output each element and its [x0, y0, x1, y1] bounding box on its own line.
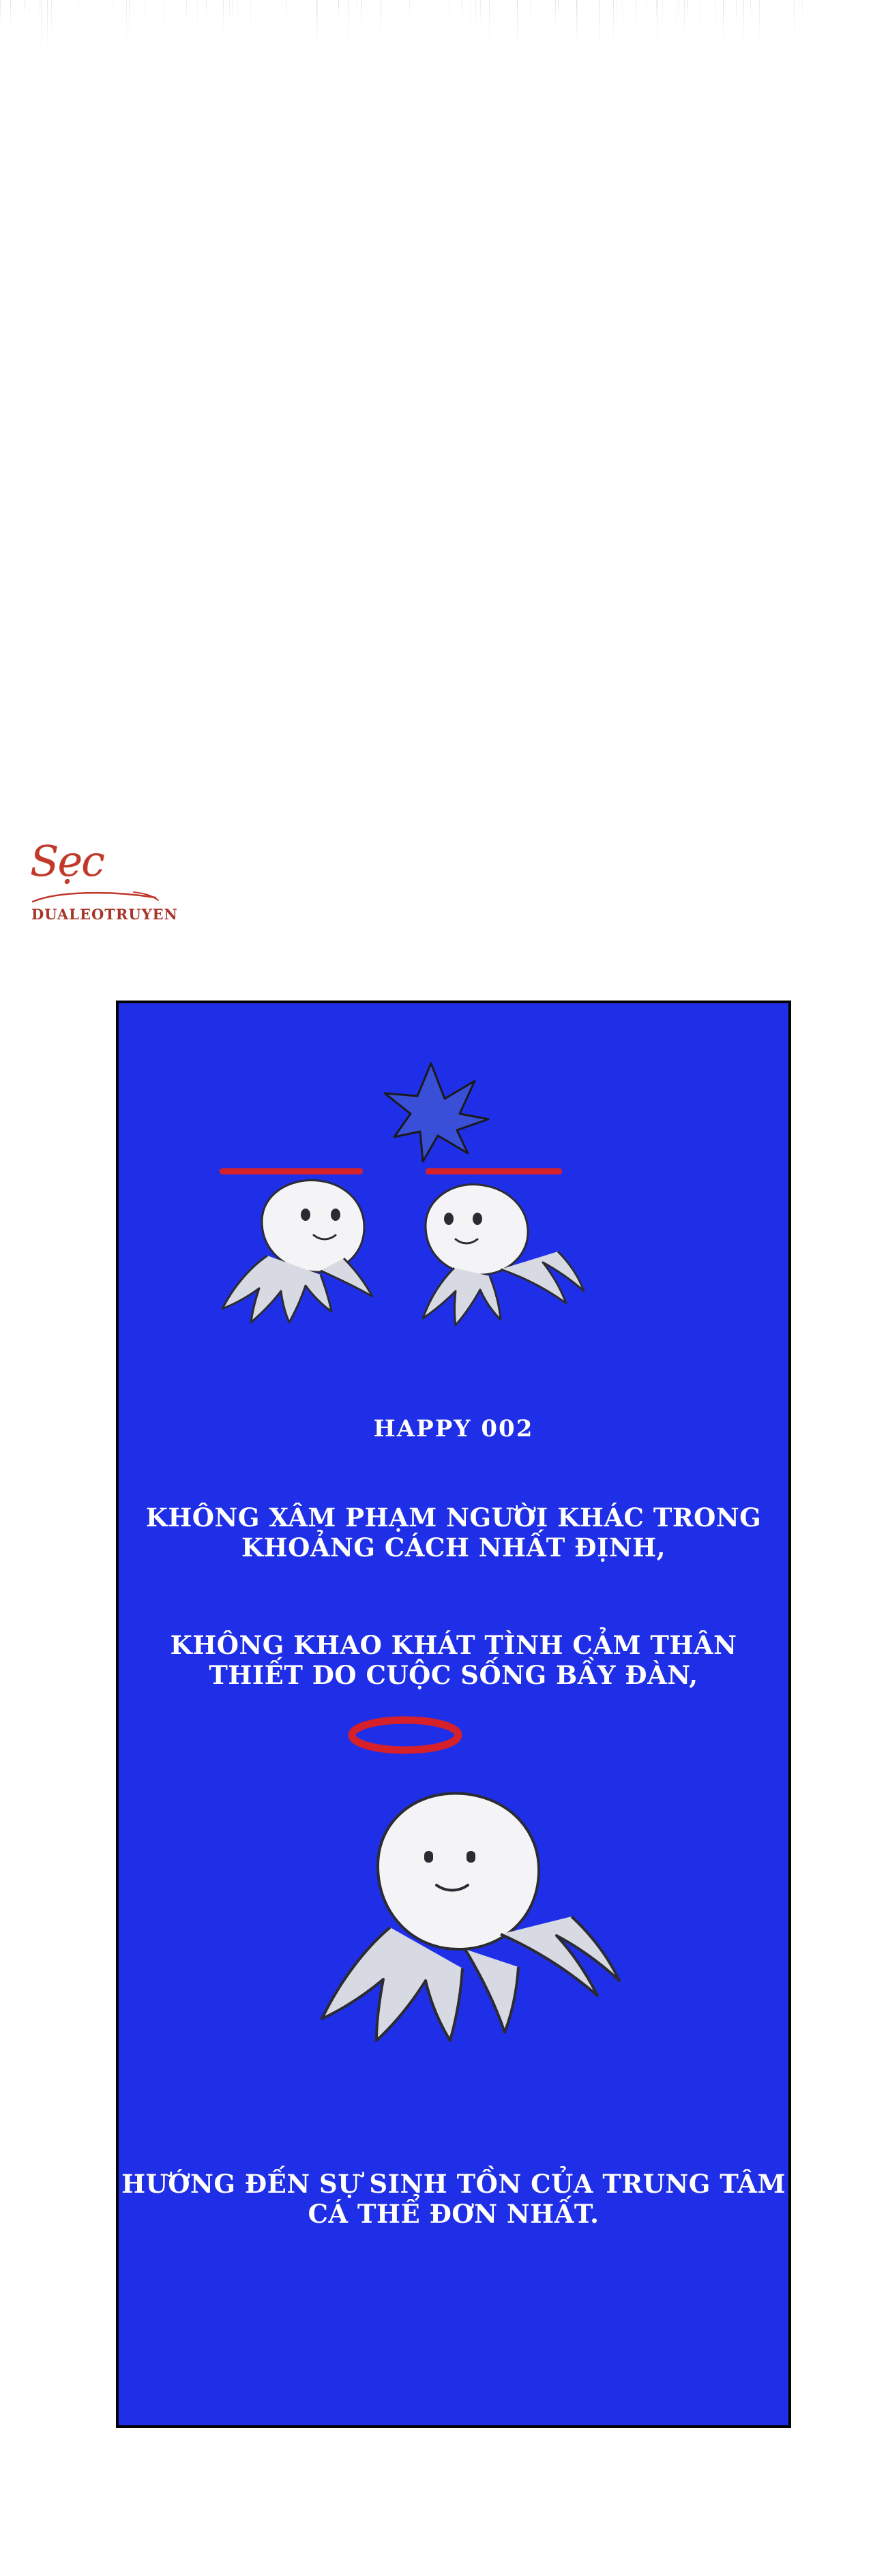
texture-streak	[723, 0, 724, 43]
texture-streak	[613, 0, 614, 44]
panel-paragraph-1: KHÔNG XÂM PHẠM NGƯỜI KHÁC TRONG KHOẢNG CÁCH NHẤT ĐỊNH,	[145, 1502, 762, 1563]
texture-streak	[480, 0, 481, 25]
texture-streak	[250, 0, 251, 40]
texture-streak	[223, 0, 224, 37]
texture-streak	[687, 0, 688, 17]
texture-streak	[623, 0, 624, 28]
texture-streak	[657, 0, 658, 48]
texture-streak	[676, 0, 677, 38]
texture-streak	[802, 0, 803, 21]
top-texture-streaks	[0, 0, 873, 61]
texture-streak	[237, 0, 238, 31]
texture-streak	[25, 0, 26, 15]
watermark	[25, 836, 188, 929]
texture-streak	[0, 0, 1, 25]
texture-streak	[662, 0, 663, 27]
texture-streak	[759, 0, 760, 45]
watermark-script-text: Sẹc	[30, 836, 104, 886]
texture-streak	[338, 0, 339, 17]
texture-streak	[656, 0, 657, 23]
texture-streak	[409, 0, 410, 23]
texture-streak	[317, 0, 318, 46]
texture-streak	[10, 0, 11, 29]
texture-streak	[599, 0, 600, 50]
texture-streak	[489, 0, 490, 45]
watermark-swash-icon	[31, 889, 161, 907]
watermark-site-name: DUALEOTRUYEN	[31, 906, 178, 923]
texture-streak	[684, 0, 685, 38]
texture-streak	[577, 0, 578, 37]
texture-streak	[470, 0, 471, 40]
panel-paragraph-2: KHÔNG KHAO KHÁT TÌNH CẢM THÂN THIẾT DO CUỘC SỐNG BẦY ĐÀN,	[170, 1630, 737, 1690]
texture-streak	[47, 0, 48, 49]
texture-streak	[736, 0, 737, 29]
texture-streak	[186, 0, 187, 20]
texture-streak	[41, 0, 42, 50]
texture-streak	[646, 0, 647, 18]
texture-streak	[475, 0, 476, 35]
panel-paragraph-3: HƯỚNG ĐẾN SỰ SINH TỒN CỦA TRUNG TÂM CÁ THỂ ĐƠN NHẤT.	[121, 2169, 786, 2229]
texture-streak	[794, 0, 795, 41]
texture-streak	[530, 0, 531, 29]
texture-streak	[206, 0, 207, 22]
texture-streak	[558, 0, 559, 17]
comic-panel	[116, 1001, 791, 2428]
texture-streak	[129, 0, 130, 38]
texture-streak	[232, 0, 233, 22]
texture-streak	[743, 0, 744, 46]
texture-streak	[555, 0, 556, 31]
comic-art-two-creatures	[160, 1051, 746, 1378]
texture-streak	[750, 0, 751, 23]
texture-streak	[361, 0, 362, 54]
texture-streak	[517, 0, 518, 51]
texture-streak	[24, 0, 25, 15]
texture-streak	[197, 0, 198, 41]
panel-title: HAPPY 002	[373, 1415, 534, 1442]
texture-streak	[126, 0, 127, 50]
texture-streak	[51, 0, 52, 38]
texture-streak	[229, 0, 230, 20]
comic-art-single-creature	[269, 1709, 692, 2146]
